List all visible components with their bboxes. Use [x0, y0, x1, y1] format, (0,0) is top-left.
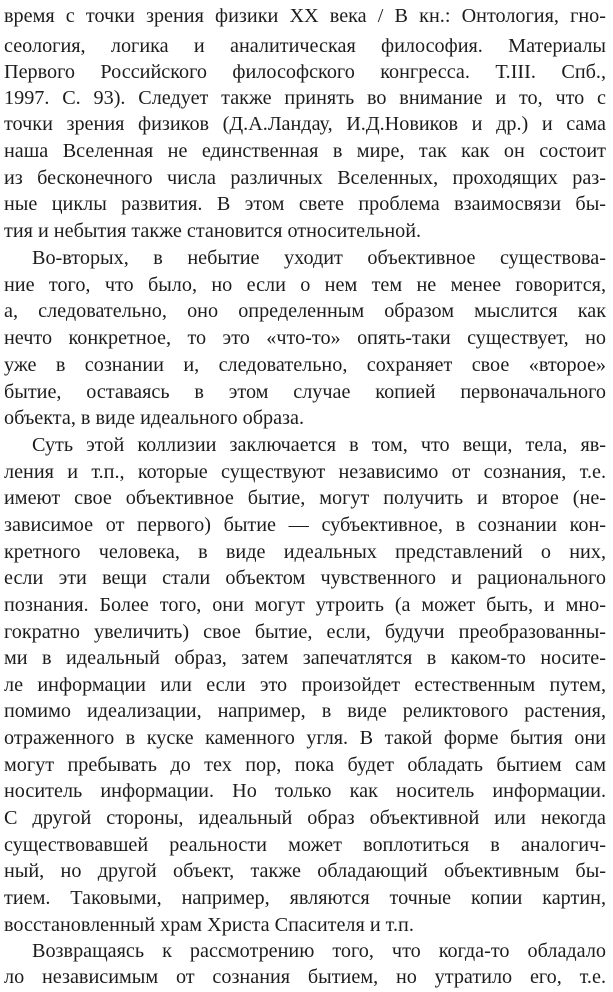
- text-line: восстановленный храм Христа Спасителя и т.п.: [4, 914, 414, 936]
- text-line: ле информации или если это произойдет естественным путем,: [4, 674, 606, 696]
- text-line: С другой стороны, идеальный образ объективной или некогда: [4, 807, 606, 829]
- text-line: носитель информации. Но только как носитель информации.: [4, 780, 606, 802]
- text-line: ный, но другой объект, также обладающий объективным бы-: [4, 860, 606, 882]
- text-line: помимо идеализации, например, в виде реликтового растения,: [4, 700, 606, 722]
- text-line: ние того, что было, но если о нем тем не менее говорится,: [4, 274, 606, 296]
- text-line: ми в идеальный образ, затем запечатлятся в каком-то носите-: [4, 647, 606, 669]
- text-line: если эти вещи стали объектом чувственного и рационального: [4, 567, 606, 589]
- text-line: гократно увеличить) свое бытие, если, будучи преобразованны-: [4, 621, 606, 643]
- text-line: 1997. С. 93). Следует также принять во внимание и то, что с: [4, 87, 606, 109]
- text-line: нечто конкретное, то это «что-то» опять-таки существует, но: [4, 327, 606, 349]
- text-line: существовавшей реальности может воплотиться в аналогич-: [4, 834, 606, 856]
- paragraph-first-line: Суть этой коллизии заключается в том, что вещи, тела, яв-: [32, 434, 606, 456]
- text-line: из бесконечного числа различных Вселенных, проходящих раз-: [4, 167, 606, 189]
- document-page: [4, 0, 606, 988]
- text-line: время с точки зрения физики XX века / В кн.: Онтология, гно-: [4, 5, 606, 27]
- text-line: тия и небытия также становится относительной.: [4, 220, 422, 242]
- text-line: сеология, логика и аналитическая философия. Материалы: [4, 35, 606, 57]
- text-line: имеют свое объективное бытие, могут получить и второе (не-: [4, 487, 606, 509]
- text-line: Первого Российского философского конгресса. Т.III. Спб.,: [4, 61, 606, 83]
- text-line: зависимое от первого) бытие — субъективное, в сознании кон-: [4, 514, 606, 536]
- text-line: а, следовательно, оно определенным образом мыслится как: [4, 300, 606, 322]
- text-line: наша Вселенная не единственная в мире, так как он состоит: [4, 140, 606, 162]
- text-line: ления и т.п., которые существуют независимо от сознания, т.е.: [4, 461, 606, 483]
- text-line: кретного человека, в виде идеальных представлений о них,: [4, 541, 606, 563]
- text-line: ло независимым от сознания бытием, но утратило его, т.е.: [4, 966, 606, 988]
- text-line: ные циклы развития. В этом свете проблема взаимосвязи бы-: [4, 193, 606, 215]
- paragraph-first-line: Возвращаясь к рассмотрению того, что когда-то обладало: [32, 940, 606, 962]
- text-line: объекта, в виде идеального образа.: [4, 407, 305, 429]
- text-line: познания. Более того, они могут утроить (а может быть, и мно-: [4, 594, 606, 616]
- text-line: могут пребывать до тех пор, пока будет обладать бытием сам: [4, 754, 606, 776]
- text-line: бытие, оставаясь в этом случае копией первоначального: [4, 381, 606, 403]
- text-line: уже в сознании и, следовательно, сохраняет свое «второе»: [4, 354, 606, 376]
- text-line: точки зрения физиков (Д.А.Ландау, И.Д.Новиков и др.) и сама: [4, 113, 606, 135]
- text-line: отраженного в куске каменного угля. В такой форме бытия они: [4, 727, 606, 749]
- paragraph-first-line: Во-вторых, в небытие уходит объективное существова-: [32, 247, 606, 269]
- text-line: тием. Таковыми, например, являются точные копии картин,: [4, 887, 606, 909]
